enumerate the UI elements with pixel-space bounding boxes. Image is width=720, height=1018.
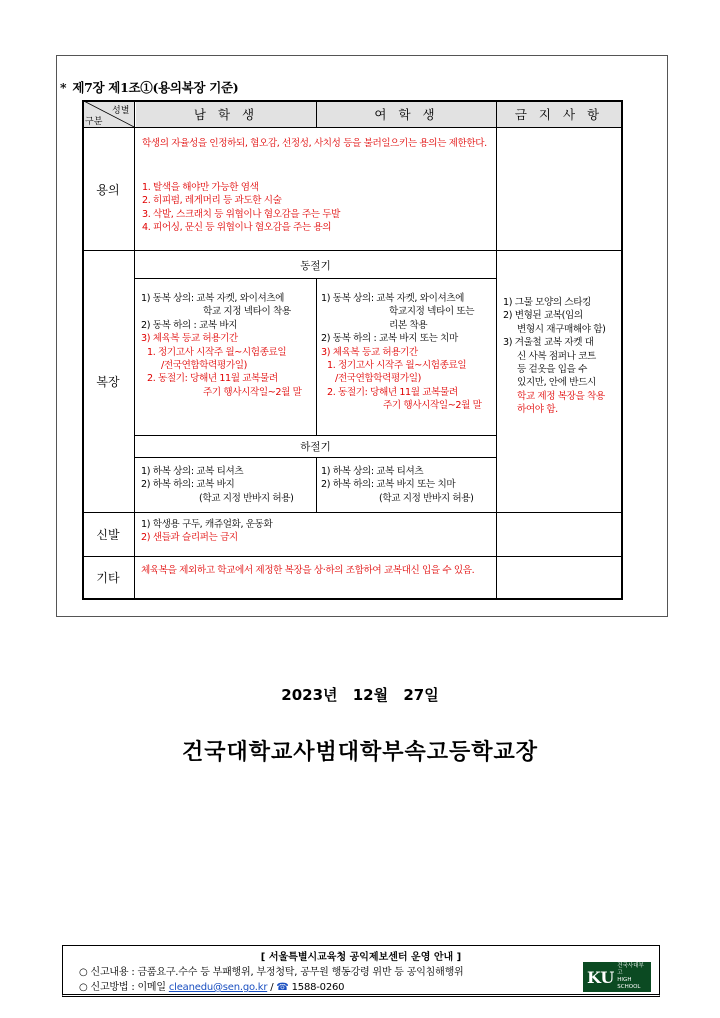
footer-line-2 [79,978,344,993]
col-line-male-header [316,100,317,128]
winter-male-line: 2) 동복 하의 : 교복 바지 [141,319,238,331]
logo-school-name [617,963,647,991]
summer-male-line: 1) 하복 상의: 교복 티셔츠 [141,466,244,477]
winter-female-line: /전국연합학력평가일) [335,373,421,385]
header-female: 여 학 생 [317,101,496,127]
shoes-line: 1) 학생용 구두, 캐쥬얼화, 운동화 [141,519,273,530]
label-shoes: 신발 [96,528,120,542]
table-right-border [621,100,623,600]
logo-name-korean: 건국사대부고 [617,963,644,976]
winter-female-block [321,292,495,413]
logo-name-english: HIGH SCHOOL [617,977,641,990]
winter-female-line: 3) 체육복 등교 허용기간 [321,346,418,358]
appearance-item: 4. 피어싱, 문신 등 위협이나 혐오감을 주는 용의 [142,222,332,234]
row-line-header [82,127,623,128]
header-male: 남 학 생 [136,101,316,127]
footer-method-label: ○ 신고방법 : 이메일 [79,982,166,993]
footer-box [62,945,660,997]
other-text: 체육복을 제외하고 학교에서 제정한 복장을 상·하의 조합하여 교복대신 입을 수 있음. [141,565,475,576]
winter-male-line: 주기 행사시작일~2월 말 [203,386,302,398]
table-bottom-border [82,598,623,600]
label-uniform: 복장 [96,375,120,389]
phone-icon: ☎ [276,982,289,993]
forbidden-line: 1) 그물 모양의 스타킹 [503,297,591,308]
section-heading [60,78,238,96]
winter-male-block [141,292,313,399]
forbidden-line: 신 사복 점퍼나 코트 [517,350,596,362]
winter-female-line: 1) 동복 상의: 교복 자켓, 와이셔츠에 [321,293,465,304]
appearance-item: 2. 히피펌, 레게머리 등 과도한 시술 [142,195,282,207]
winter-male-line: 1) 동복 상의: 교복 자켓, 와이셔츠에 [141,293,285,304]
summer-female-line: (학교 지정 반바지 허용) [379,492,474,504]
appearance-list [142,181,487,235]
forbidden-line: 3) 겨울철 교복 자켓 대 [503,337,594,349]
issue-date: 2023년 12월 27일 [281,686,439,704]
forbidden-line: 2) 변형된 교복(임의 [503,310,583,322]
footer-email-link[interactable]: cleanedu@sen.go.kr [168,982,268,993]
appearance-intro: 학생의 자율성을 인정하되, 혐오감, 선정성, 사치성 등을 불러일으키는 용의는 제한한다. [142,138,487,149]
corner-top-label: 성별 [112,106,130,116]
forbidden-line: 있지만, 안에 반드시 [517,377,596,389]
summer-female-line: 1) 하복 상의: 교복 티셔츠 [321,466,424,477]
winter-female-line: 2. 동절기: 당해년 11월 교복물려 [327,386,458,398]
heading-text: 제7장 제1조①(용의복장 기준) [72,80,239,95]
forbidden-line: 학교 제정 복장을 착용 [517,390,605,402]
winter-female-line: 주기 행사시작일~2월 말 [383,400,482,412]
footer-phone: 1588-0260 [291,982,345,993]
forbidden-line: 하여야 함. [517,404,558,416]
summer-divider [316,457,317,512]
winter-male-line: 학교 지정 넥타이 착용 [203,306,291,318]
summer-female-line: 2) 하복 하의: 교복 바지 또는 치마 [321,479,456,491]
footer-title: [ 서울특별시교육청 공익제보센터 운영 안내 ] [260,952,462,963]
corner-bottom-label: 구분 [85,117,103,127]
winter-divider [316,278,317,435]
shoes-line: 2) 샌들과 슬리퍼는 금지 [141,532,238,544]
shoes-block [141,518,491,545]
summer-female-block [321,465,495,505]
forbidden-line: 등 겉옷을 입을 수 [517,364,588,376]
winter-female-line: 학교지정 넥타이 또는 [389,306,475,318]
winter-female-line: 1. 정기고사 시작주 월~시험종료일 [327,360,467,372]
summer-label: 하절기 [300,441,331,453]
winter-label: 동절기 [300,259,331,272]
header-forbidden: 금 지 사 항 [497,101,621,127]
table-top-border [82,100,623,102]
row-line-appearance [82,250,623,251]
row-line-uniform [82,512,623,513]
principal-signature: 건국대학교사범대학부속고등학교장 [181,740,539,765]
label-appearance: 용의 [96,182,120,197]
winter-male-line: 3) 체육복 등교 허용기간 [141,333,238,345]
summer-male-line: 2) 하복 하의: 교복 바지 [141,479,235,491]
winter-female-line: 2) 동복 하의 : 교복 바지 또는 치마 [321,333,458,345]
forbidden-block [503,296,619,417]
heading-star: * [60,80,67,95]
row-line-shoes [82,556,623,557]
col-line-category [134,100,135,600]
label-other: 기타 [96,571,120,585]
footer-line-1: ○ 신고내용 : 금품요구.수수 등 부패행위, 부정청탁, 공무원 행동강령 위반 등 공익침해행위 [79,967,464,978]
school-logo [583,962,651,992]
winter-male-line: 1. 정기고사 시작주 월~시험종료일 [147,346,287,358]
logo-ku-mark: KU [587,967,615,987]
forbidden-line: 변형시 재구매해야 함) [517,323,606,335]
winter-male-line: 2. 동절기: 당해년 11월 교복물려 [147,373,278,385]
summer-male-line: (학교 지정 반바지 허용) [199,492,294,504]
summer-male-block [141,465,313,505]
col-line-forbidden [496,100,497,600]
appearance-item: 1. 탈색을 해야만 가능한 염색 [142,182,259,193]
footer-separator: / [270,982,274,993]
appearance-item: 3. 삭발, 스크래치 등 위협이나 혐오감을 주는 두발 [142,208,341,220]
winter-female-line: 리본 착용 [389,319,428,331]
winter-male-line: /전국연합학력평가일) [161,360,247,372]
